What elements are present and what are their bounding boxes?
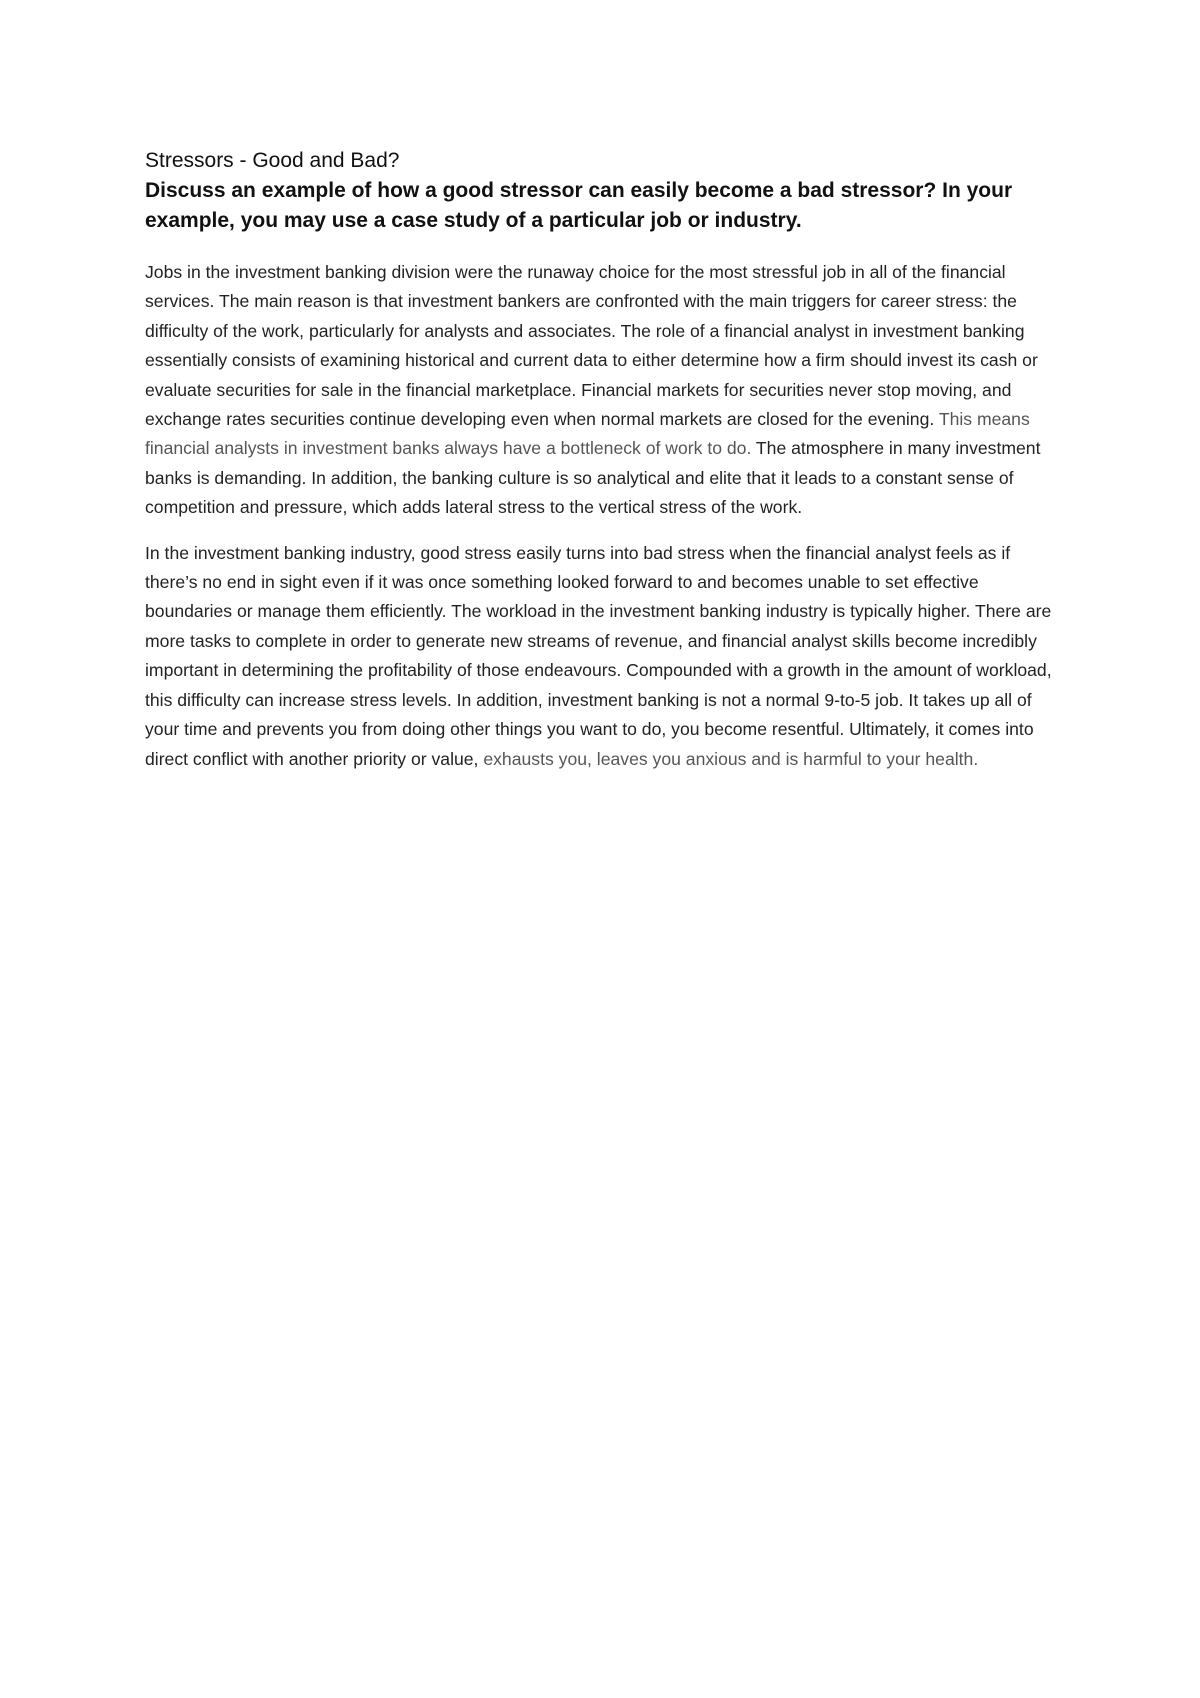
paragraph-1-text-a: Jobs in the investment banking division were the runaway choice for the most stressful job in all of the financial services. The main reason is that investment bankers are confronted with the main triggers for career stress: the difficulty of the work, particularly for analysts and associates. The role of a financial analyst in investment banking essentially consists of examining historical and current data to either determine how a firm should invest its cash or evaluate securities for sale in the financial marketplace. Financial markets for securities never stop moving, and exchange rates securities continue developing even when normal markets are closed for the evening. — [145, 262, 1038, 430]
document-content — [145, 146, 1065, 790]
paragraph-1-text-c: The atmosphere in many investment banks is demanding. In addition, the banking culture is so analytical and elite that it leads to a constant sense of competition and pressure, which adds lateral stress to the vertical stress of the work. — [145, 438, 1041, 518]
body-paragraph-2 — [145, 539, 1065, 774]
paragraph-2-text-b: exhausts you, leaves you anxious and is harmful to your health. — [483, 748, 979, 769]
paragraph-1-text-b: This means financial analysts in investment banks always have a bottleneck of work to do. — [145, 409, 1030, 459]
document-title: Stressors - Good and Bad? — [145, 149, 400, 172]
assignment-question: Discuss an example of how a good stressor can easily become a bad stressor? In your example, you may use a case study of a particular job or industry. — [145, 179, 1013, 232]
paragraph-2-text-a: In the investment banking industry, good stress easily turns into bad stress when the financial analyst feels as if there’s no end in sight even if it was once something looked forward to and becomes unable to set effective boundaries or manage them efficiently. The workload in the investment banking industry is typically higher. There are more tasks to complete in order to generate new streams of revenue, and financial analyst skills become incredibly important in determining the profitability of those endeavours. Compounded with a growth in the amount of workload, this difficulty can increase stress levels. In addition, investment banking is not a normal 9-to-5 job. It takes up all of your time and prevents you from doing other things you want to do, you become resentful. Ultimately, it comes into direct conflict with another priority or value, — [145, 542, 1052, 769]
body-paragraph-1 — [145, 258, 1065, 523]
